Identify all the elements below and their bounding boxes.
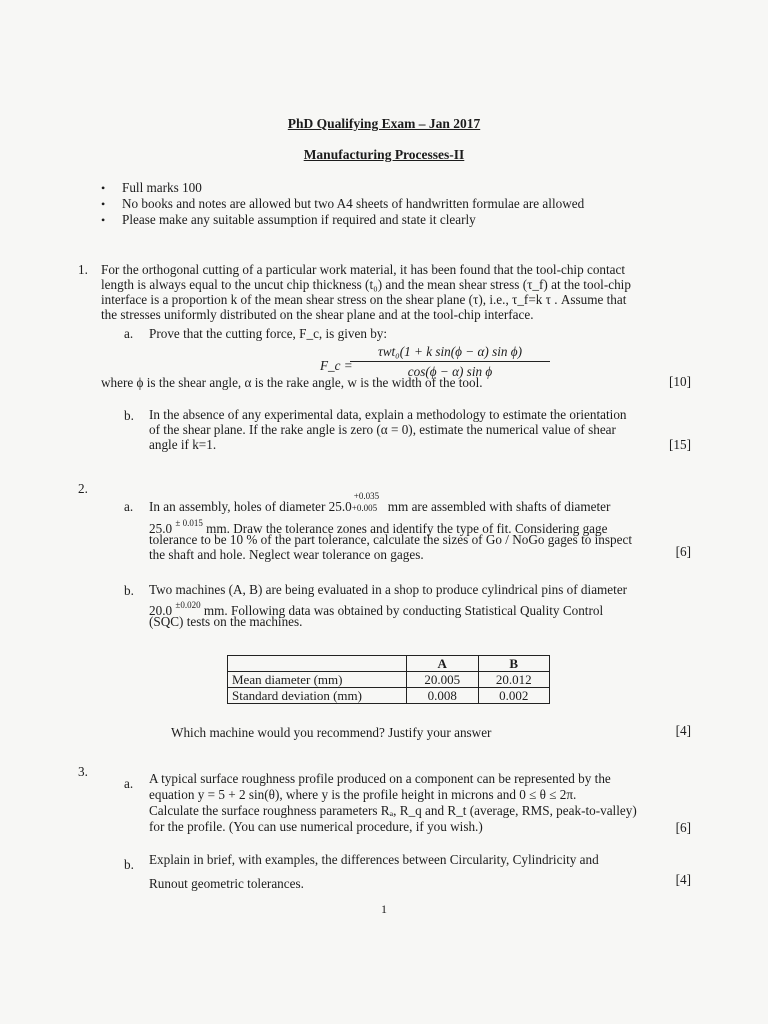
subpart-text-line: In the absence of any experimental data, explain a methodology to estimate the orientation <box>149 407 627 422</box>
exam-title: PhD Qualifying Exam – Jan 2017 <box>287 116 481 131</box>
instruction-item: No books and notes are allowed but two A4 sheets of handwritten formulae are allowed <box>122 196 585 211</box>
subpart-text-line: Two machines (A, B) are being evaluated in a shop to produce cylindrical pins of diameter <box>149 582 628 597</box>
instruction-item: Please make any suitable assumption if required and state it clearly <box>122 212 476 227</box>
question-text-line: For the orthogonal cutting of a particular work material, it has been found that the tool-chip contact <box>101 262 626 277</box>
question-number: 2. <box>78 481 88 496</box>
table-cell: 0.008 <box>407 688 479 704</box>
formula-definitions: where ϕ is the shear angle, α is the rake angle, w is the width of the tool. <box>101 375 483 390</box>
pin-tolerance: ±0.020 <box>175 600 201 610</box>
table-cell: Standard deviation (mm) <box>228 688 407 704</box>
subpart-label: b. <box>124 583 134 598</box>
subpart-text-line: Runout geometric tolerances. <box>149 876 304 891</box>
subpart-text-line: In an assembly, holes of diameter 25.0 +0.035 +0.005 mm are assembled with shafts of diameter <box>149 491 611 514</box>
subpart-question: Which machine would you recommend? Justify your answer <box>171 725 492 740</box>
subpart-label: b. <box>124 408 134 423</box>
table-header-cell <box>228 656 407 672</box>
sqc-data-table <box>227 655 550 704</box>
question-text-line: length is always equal to the uncut chip thickness (t₀) and the mean shear stress (τ_f) at the tool-chip <box>101 277 631 292</box>
table-cell: 20.012 <box>478 672 550 688</box>
subpart-text-line: 25.0 $^{\pm 0.015}$ mm. Draw the tolerance zones and identify the type of fit. Considering gage <box>149 518 608 536</box>
subpart-label: a. <box>124 326 134 341</box>
table-row <box>228 672 550 688</box>
subpart-text-line: A typical surface roughness profile produced on a component can be represented by the <box>149 771 611 786</box>
course-title: Manufacturing Processes-II <box>303 147 465 162</box>
formula-numerator: τwt₀(1 + k sin(ϕ − α) sin ϕ) <box>377 344 522 359</box>
subpart-text-line: for the profile. (You can use numerical procedure, if you wish.) <box>149 819 483 834</box>
marks-label: [10] <box>669 374 691 389</box>
subpart-label: a. <box>124 776 134 791</box>
shaft-tolerance: ± 0.015 <box>175 518 203 528</box>
fraction-bar <box>350 361 550 362</box>
table-row <box>228 688 550 704</box>
table-cell: 20.005 <box>407 672 479 688</box>
question-text-line: the stresses uniformly distributed on the shear plane and at the tool-chip interface. <box>101 307 534 322</box>
subpart-text-line: of the shear plane. If the rake angle is zero (α = 0), estimate the numerical value of shear <box>149 422 616 437</box>
page-number: 1 <box>381 902 387 916</box>
table-cell: 0.002 <box>478 688 550 704</box>
subpart-text-line: tolerance to be 10 % of the part tolerance, calculate the sizes of Go / NoGo gages to inspect <box>149 532 632 547</box>
table-header-row <box>228 656 550 672</box>
hole-tolerance: +0.035 +0.005 <box>351 491 380 513</box>
marks-label: [4] <box>675 872 691 887</box>
subpart-label: b. <box>124 857 134 872</box>
marks-label: [15] <box>669 437 691 452</box>
bullet-icon: • <box>101 197 106 211</box>
marks-label: [4] <box>675 723 691 738</box>
formula-denominator: cos(ϕ − α) sin ϕ <box>407 364 493 379</box>
question-text-line: interface is a proportion k of the mean shear stress on the shear plane (τ), i.e., τ_f=k τ . Assume that <box>101 292 627 307</box>
subpart-text-line: (SQC) tests on the machines. <box>149 614 303 629</box>
question-number: 3. <box>78 764 88 779</box>
table-cell: Mean diameter (mm) <box>228 672 407 688</box>
subpart-text-line: the shaft and hole. Neglect wear tolerance on gages. <box>149 547 424 562</box>
subpart-text-line: Calculate the surface roughness parameters Rₐ, R_q and R_t (average, RMS, peak-to-valley) <box>149 803 637 818</box>
bullet-icon: • <box>101 181 106 195</box>
subpart-text-line: angle if k=1. <box>149 437 217 452</box>
table-header-cell: A <box>407 656 479 672</box>
table-header-cell: B <box>478 656 550 672</box>
subpart-text: Prove that the cutting force, F_c, is given by: <box>149 326 388 341</box>
marks-label: [6] <box>675 544 691 559</box>
subpart-text-line: equation y = 5 + 2 sin(θ), where y is the profile height in microns and 0 ≤ θ ≤ 2π. <box>149 787 577 802</box>
subpart-text-line: Explain in brief, with examples, the differences between Circularity, Cylindricity and <box>149 852 599 867</box>
instruction-item: Full marks 100 <box>122 180 202 195</box>
marks-label: [6] <box>675 820 691 835</box>
formula-lhs: F_c = <box>320 358 353 373</box>
subpart-text-line: 20.0 $^{\pm 0.020}$ mm. Following data was obtained by conducting Statistical Quality Control <box>149 600 604 618</box>
bullet-icon: • <box>101 213 106 227</box>
subpart-label: a. <box>124 499 134 514</box>
question-number: 1. <box>78 262 88 277</box>
